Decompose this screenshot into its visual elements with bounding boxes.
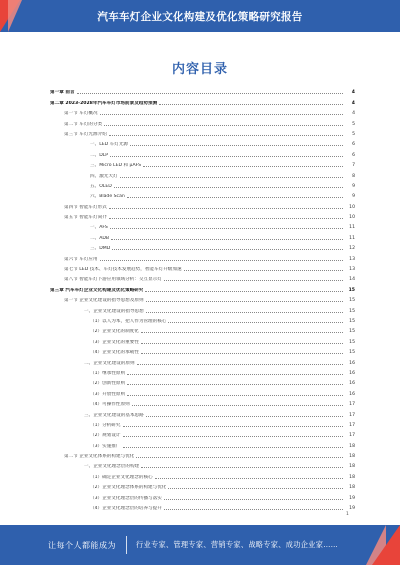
toc-entry-label: 第二节 企业文化体系的构建与优化 — [64, 454, 135, 460]
toc-leader-dots — [109, 208, 343, 209]
toc-entry[interactable] — [50, 106, 355, 116]
toc-entry[interactable] — [50, 158, 355, 168]
toc-leader-dots — [132, 405, 343, 406]
toc-entry[interactable] — [50, 137, 355, 147]
toc-entry-label: （2）规划设计 — [90, 433, 121, 439]
toc-leader-dots — [123, 436, 344, 437]
toc-entry[interactable] — [50, 324, 355, 334]
toc-entry-label: 三、DMD — [90, 246, 111, 252]
toc-entry-page: 15 — [349, 350, 355, 356]
toc-entry[interactable] — [50, 355, 355, 365]
toc-entry[interactable] — [50, 449, 355, 459]
toc-entry[interactable] — [50, 230, 355, 240]
toc-entry-label: 一、LED 车灯光源 — [90, 142, 129, 148]
toc-entry-label: 第一节 企业文化建设的指导思想及原则 — [64, 298, 144, 304]
toc-entry-page: 17 — [349, 402, 355, 408]
toc-entry-page: 11 — [349, 235, 355, 241]
toc-entry-page: 9 — [352, 194, 355, 200]
toc-leader-dots — [141, 343, 343, 344]
toc-entry-page: 6 — [352, 142, 355, 148]
toc-leader-dots — [114, 187, 343, 188]
toc-entry-label: （2）企业文化的制度化 — [90, 329, 139, 335]
toc-entry-label: 第二节 车灯的分类 — [64, 121, 103, 127]
toc-entry-label: （3）企业文化的重要性 — [90, 339, 139, 345]
toc-entry[interactable] — [50, 438, 355, 448]
toc-entry-page: 16 — [349, 391, 355, 397]
toc-entry-label: 四、激光大灯 — [90, 173, 118, 179]
toc-entry-label: 第一章 前言 — [50, 90, 75, 96]
toc-entry-page: 18 — [349, 454, 355, 460]
toc-entry-page: 11 — [349, 225, 355, 231]
toc-leader-dots — [127, 384, 343, 385]
toc-leader-dots — [111, 239, 343, 240]
toc-entry-page: 4 — [352, 111, 355, 117]
toc-entry[interactable] — [50, 179, 355, 189]
toc-entry-label: （2）创新性原则 — [90, 381, 126, 387]
toc-entry[interactable] — [50, 407, 355, 417]
toc-entry[interactable] — [50, 334, 355, 344]
page-number: 1 — [346, 512, 349, 517]
footer-tagline: 行业专家、管理专家、营销专家、战略专家、成功企业家…… — [136, 540, 339, 549]
toc-leader-dots — [112, 249, 343, 250]
toc-entry-label: 第四节 智能车灯形式 — [64, 204, 107, 210]
toc-leader-dots — [146, 416, 343, 417]
table-of-contents — [50, 85, 355, 511]
toc-entry[interactable] — [50, 95, 355, 105]
toc-entry[interactable] — [50, 345, 355, 355]
toc-entry-label: 二、DLP — [90, 152, 109, 158]
toc-leader-dots — [137, 364, 343, 365]
toc-entry-page: 15 — [349, 308, 355, 314]
toc-entry-page: 19 — [349, 506, 355, 512]
toc-leader-dots — [141, 467, 343, 468]
toc-entry-page: 10 — [349, 215, 355, 221]
footer-slogan: 让每个人都能成为 — [48, 541, 116, 550]
toc-entry[interactable] — [50, 210, 355, 220]
toc-entry[interactable] — [50, 397, 355, 407]
toc-leader-dots — [109, 218, 343, 219]
toc-leader-dots — [164, 509, 343, 510]
toc-leader-dots — [164, 280, 343, 281]
toc-entry-page: 8 — [352, 173, 355, 179]
toc-leader-dots — [100, 114, 343, 115]
footer-red-stripe — [372, 525, 400, 565]
toc-entry-page: 10 — [349, 204, 355, 210]
toc-entry-page: 13 — [349, 267, 355, 273]
toc-entry-page: 18 — [349, 474, 355, 480]
toc-entry-label: 第五节 智能车灯简介 — [64, 215, 107, 221]
toc-entry-label: （1）分析研究 — [90, 422, 121, 428]
toc-entry[interactable] — [50, 199, 355, 209]
toc-entry[interactable] — [50, 241, 355, 251]
toc-entry[interactable] — [50, 189, 355, 199]
toc-entry-page: 15 — [349, 329, 355, 335]
toc-entry[interactable] — [50, 418, 355, 428]
footer-band — [0, 525, 400, 565]
toc-entry[interactable] — [50, 459, 355, 469]
toc-entry-page: 17 — [349, 412, 355, 418]
toc-leader-dots — [123, 426, 344, 427]
toc-entry-page: 19 — [349, 495, 355, 501]
toc-leader-dots — [159, 104, 343, 105]
toc-leader-dots — [155, 478, 343, 479]
toc-entry-page: 18 — [349, 464, 355, 470]
toc-entry-label: （1）以人为本，把人作为管理的核心 — [90, 318, 167, 324]
toc-entry-label: 三、企业文化建设的基本思路 — [84, 412, 144, 418]
toc-leader-dots — [146, 312, 343, 313]
toc-entry[interactable] — [50, 376, 355, 386]
toc-entry-page: 6 — [352, 152, 355, 158]
toc-entry[interactable] — [50, 293, 355, 303]
toc-leader-dots — [164, 499, 343, 500]
toc-leader-dots — [110, 156, 343, 157]
toc-leader-dots — [146, 301, 343, 302]
toc-leader-dots — [168, 322, 343, 323]
toc-entry[interactable] — [50, 147, 355, 157]
toc-entry[interactable] — [50, 282, 355, 292]
toc-entry[interactable] — [50, 428, 355, 438]
toc-entry[interactable] — [50, 480, 355, 490]
toc-entry-page: 4 — [351, 100, 355, 106]
toc-entry-page: 15 — [349, 339, 355, 345]
document-title: 汽车车灯企业文化构建及优化策略研究报告 — [97, 11, 303, 23]
header-band — [0, 0, 400, 32]
toc-entry[interactable] — [50, 85, 355, 95]
toc-leader-dots — [100, 260, 343, 261]
toc-entry[interactable] — [50, 314, 355, 324]
toc-entry-label: （4）可操作性原则 — [90, 402, 130, 408]
toc-leader-dots — [77, 93, 343, 94]
toc-entry[interactable] — [50, 469, 355, 479]
toc-entry[interactable] — [50, 116, 355, 126]
toc-leader-dots — [127, 374, 343, 375]
toc-entry-label: （3）开放性原则 — [90, 391, 126, 397]
toc-entry[interactable] — [50, 366, 355, 376]
toc-entry[interactable] — [50, 490, 355, 500]
toc-entry-label: 二、ADB — [90, 235, 110, 241]
toc-entry[interactable] — [50, 272, 355, 282]
footer-divider — [126, 536, 127, 554]
toc-entry-label: 第三章 汽车车灯企业文化构建及优化策略研究 — [50, 287, 144, 293]
toc-entry-label: 第二章 2023-2028年汽车车灯市场前景及趋势预测 — [50, 100, 158, 106]
toc-entry-label: 六、Blade Scan — [90, 194, 125, 200]
toc-leader-dots — [136, 457, 343, 458]
toc-entry-label: 第一节 车灯概况 — [64, 111, 98, 117]
toc-entry-page: 15 — [348, 287, 355, 293]
toc-leader-dots — [145, 291, 343, 292]
toc-entry-label: （3）实施推广 — [90, 443, 121, 449]
toc-entry-page: 16 — [349, 360, 355, 366]
toc-entry-page: 17 — [349, 422, 355, 428]
toc-entry-page: 15 — [349, 318, 355, 324]
toc-leader-dots — [130, 145, 343, 146]
toc-entry-label: 五、OLED — [90, 183, 112, 189]
toc-entry-page: 16 — [349, 370, 355, 376]
toc-entry-page: 7 — [352, 163, 355, 169]
toc-entry-page: 16 — [349, 381, 355, 387]
toc-entry-label: 一、企业文化理念层的构建 — [84, 464, 140, 470]
toc-entry-page: 14 — [349, 277, 355, 283]
toc-entry[interactable] — [50, 220, 355, 230]
toc-entry-label: 二、企业文化建设的原则 — [84, 360, 135, 366]
toc-entry-label: （1）继承性原则 — [90, 370, 126, 376]
toc-entry-page: 18 — [349, 485, 355, 491]
toc-entry-label: （1）确定企业文化理念的核心 — [90, 474, 153, 480]
toc-entry[interactable] — [50, 501, 355, 511]
toc-entry-label: 第八节 智能车灯下游应用领域分析：交互显示灯 — [64, 277, 162, 283]
toc-entry-label: 第六节 车灯应用 — [64, 256, 98, 262]
toc-entry[interactable] — [50, 127, 355, 137]
toc-leader-dots — [143, 166, 343, 167]
toc-entry-label: 三、Micro LED 和 μAFS — [90, 163, 142, 169]
toc-leader-dots — [141, 353, 343, 354]
toc-entry[interactable] — [50, 386, 355, 396]
toc-entry-page: 13 — [349, 256, 355, 262]
toc-entry[interactable] — [50, 262, 355, 272]
toc-leader-dots — [104, 125, 343, 126]
toc-entry-label: 第三节 车灯光源介绍 — [64, 131, 107, 137]
toc-entry[interactable] — [50, 168, 355, 178]
toc-entry-page: 12 — [349, 246, 355, 252]
toc-entry[interactable] — [50, 251, 355, 261]
toc-entry-page: 4 — [351, 90, 355, 96]
toc-leader-dots — [120, 177, 343, 178]
toc-leader-dots — [127, 395, 343, 396]
toc-entry-label: （4）企业文化的承载性 — [90, 350, 139, 356]
toc-leader-dots — [168, 488, 343, 489]
toc-entry-label: （4）企业文化理念层的培养与提升 — [90, 506, 162, 512]
toc-entry-page: 17 — [349, 433, 355, 439]
toc-entry-page: 9 — [352, 183, 355, 189]
toc-leader-dots — [110, 228, 343, 229]
toc-leader-dots — [123, 447, 344, 448]
toc-entry-label: （3）企业文化理念层的传播与落实 — [90, 495, 162, 501]
toc-entry-page: 5 — [352, 121, 355, 127]
toc-entry-label: 一、AFS — [90, 225, 108, 231]
toc-leader-dots — [184, 270, 343, 271]
toc-heading: 内容目录 — [171, 62, 228, 77]
toc-entry-page: 5 — [352, 131, 355, 137]
toc-entry[interactable] — [50, 303, 355, 313]
toc-entry-label: 一、企业文化建设的指导思想 — [84, 308, 144, 314]
toc-entry-label: 第七节 LED 技术、车灯技术发展趋势，智能车灯升级加速 — [64, 267, 182, 273]
toc-entry-page: 15 — [349, 298, 355, 304]
toc-entry-label: （2）企业文化理念体系的构建与优化 — [90, 485, 167, 491]
toc-leader-dots — [141, 332, 343, 333]
toc-leader-dots — [109, 135, 343, 136]
toc-leader-dots — [127, 197, 343, 198]
toc-entry-page: 18 — [349, 443, 355, 449]
